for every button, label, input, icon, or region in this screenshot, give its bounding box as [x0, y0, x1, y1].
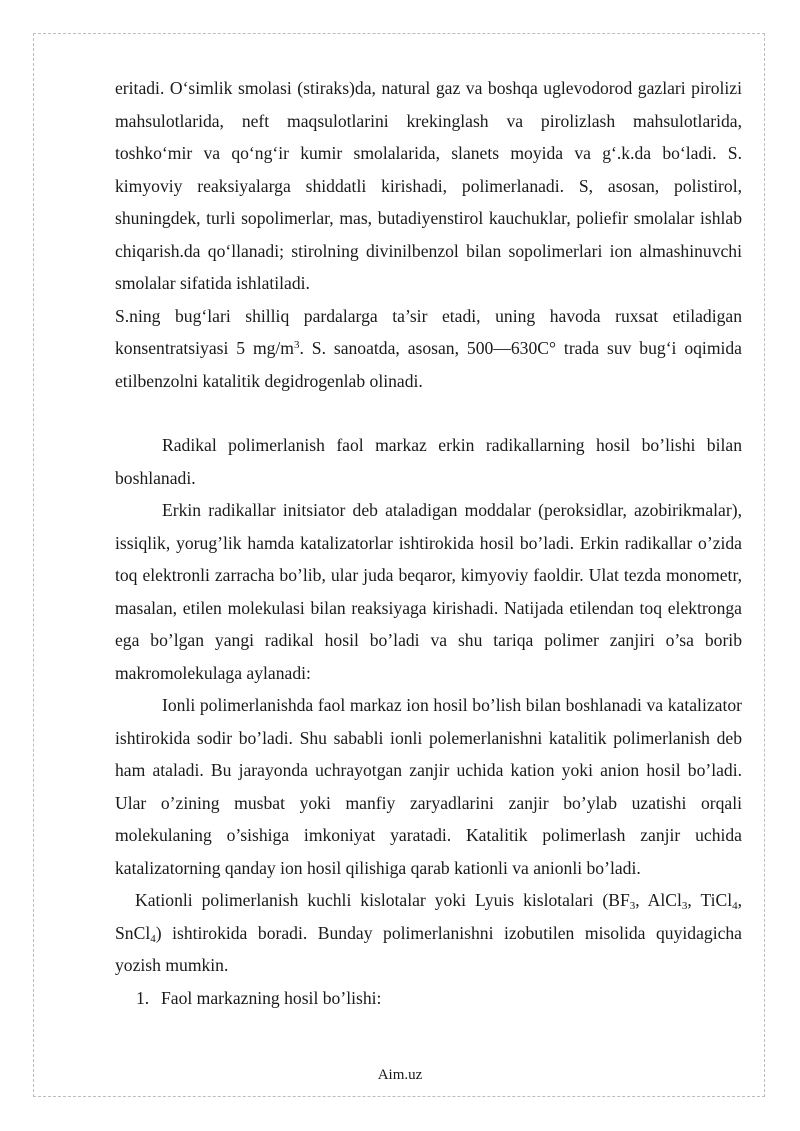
- paragraph-styrene-toxicity: S.ning bug‘lari shilliq pardalarga ta’sir etadi, uning havoda ruxsat etiladigan konsentratsiyasi 5 $mg/m^3$. S. sanoatda, asosan, 500—630C° trada suv bug‘i oqimida etilbenzolni katalitik degidrogenlab olinadi.: [115, 305, 742, 391]
- paragraph-radical-polymerization: Radikal polimerlanish faol markaz erkin radikallarning hosil bo’lishi bilan boshlanadi.: [115, 435, 742, 488]
- paragraph-cationic-polymerization: Kationli polimerlanish kuchli kislotalar yoki Lyuis kislotalari ($BF_3$, AlCl$_3$, TiCl$_4$, SnCl$_4$) ishtirokida boradi. Bunday polimerlanishni izobutilen misolida quyidagicha yozish mumkin.: [115, 890, 743, 975]
- paragraph-ionic-polymerization: Ionli polimerlanishda faol markaz ion hosil bo’lish bilan boshlanadi va katalizator ishtirokida sodir bo’ladi. Shu sababli ionli polemerlanishni katalitik polimerlanish deb ham ataladi. Bu jarayonda uchrayotgan zanjir uchida kation yoki anion hosil bo’ladi. Ular o’zining musbat yoki manfiy zaryadlarini zanjir bo’ylab uzatishi orqali molekulaning o’sishiga imkoniyat yaratadi. Katalitik polimerlash zanjir uchida katalizatorning qanday ion hosil qilishiga qarab kationli va anionli bo’ladi.: [115, 695, 742, 878]
- list-number: 1.: [136, 987, 150, 1008]
- document-body: [115, 72, 742, 1014]
- spacer: [115, 397, 742, 429]
- page-footer: Aim.uz: [377, 1067, 423, 1083]
- list-item-text: Faol markazning hosil bo’lishi:: [161, 987, 382, 1008]
- paragraph-free-radicals: Erkin radikallar initsiator deb ataladigan moddalar (peroksidlar, azobirikmalar), issiqlik, yorug’lik hamda katalizatorlar ishtirokida hosil bo’ladi. Erkin radikallar o’zida toq elektronli zarracha bo’lib, ular juda beqaror, kimyoviy faoldir. Ulat tezda monometr, masalan, etilen molekulasi bilan reaksiyaga kirishadi. Natijada etilendan toq elektronga ega bo’lgan yangi radikal hosil bo’ladi va shu tariqa polimer zanjiri o’sa borib makromolekulaga aylanadi:: [115, 500, 742, 683]
- paragraph-styrene-sources: eritadi. O‘simlik smolasi (stiraks)da, natural gaz va boshqa uglevodorod gazlari pirolizi mahsulotlarida, neft maqsulotlarini krekinglash va pirolizlash mahsulotlarida, toshko‘mir va qo‘ng‘ir kumir smolalarida, slanets moyida va g‘.k.da bo‘ladi. S. kimyoviy reaksiyalarga shiddatli kirishadi, polimerlanadi. S, asosan, polistirol, shuningdek, turli sopolimerlar, mas, butadiyenstirol kauchuklar, poliefir smolalar ishlab chiqarish.da qo‘llanadi; stirolning divinilbenzol bilan sopolimerlari ion almashinuvchi smolalar sifatida ishlatiladi.: [115, 78, 742, 293]
- list-item: [115, 982, 742, 1015]
